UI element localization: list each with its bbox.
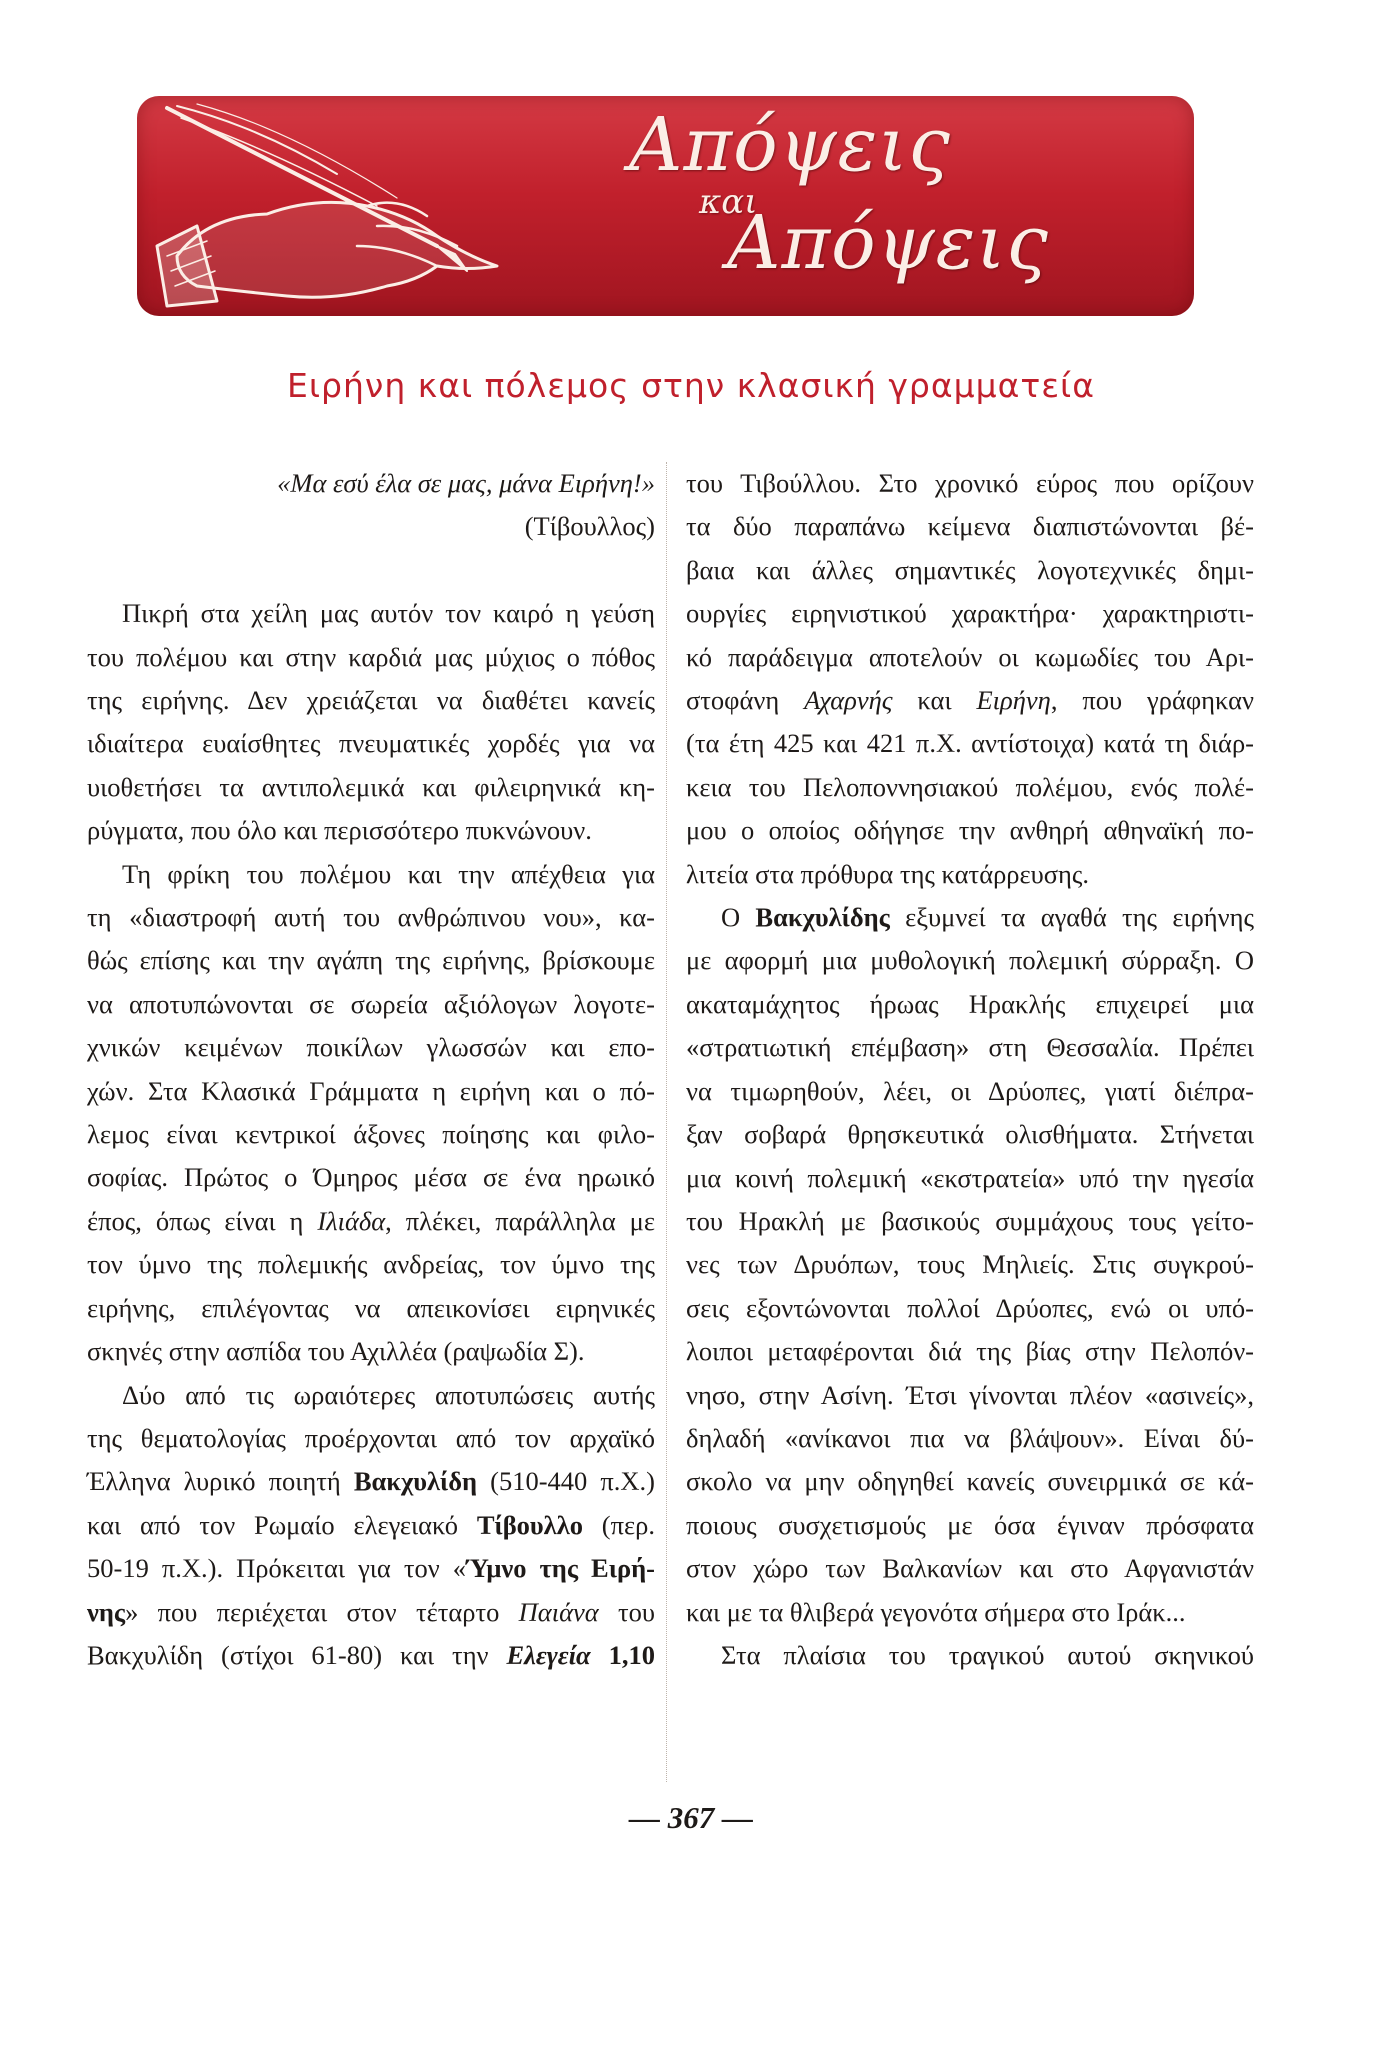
- text-line: Πικρή στα χείλη μας αυτόν τον καιρό η γεύση: [122, 598, 655, 629]
- text-line: του Ηρακλή με βασικούς συμμάχους τους γείτο-: [686, 1205, 1254, 1236]
- text-line: ιδιαίτερα ευαίσθητες πνευματικές χορδές για να: [87, 728, 655, 759]
- text-line: κό παράδειγμα αποτελούν οι κωμωδίες του Αρι-: [686, 641, 1254, 672]
- text-line: δηλαδή «ανίκανοι πια να βλάψουν». Είναι δύ-: [686, 1422, 1254, 1453]
- text-line: τη «διαστροφή αυτή του ανθρώπινου νου», κα-: [87, 902, 655, 933]
- text-line: με αφορμή μια μυθολογική πολεμική σύρραξη. Ο: [686, 945, 1254, 976]
- text-line: (τα έτη 425 και 421 π.Χ. αντίστοιχα) κατά τη διάρ-: [686, 728, 1254, 759]
- text-line: σεις εξοντώνονται πολλοί Δρύοπες, ενώ οι υπό-: [686, 1292, 1254, 1323]
- elegy-number: 1,10: [590, 1639, 656, 1670]
- section-banner: [137, 96, 1194, 316]
- text-run: Έλληνα λυρικό ποιητή: [87, 1466, 354, 1497]
- text-line: σκολο να μην οδηγηθεί κανείς συνειρμικά σε κά-: [686, 1466, 1254, 1497]
- epigraph: «Μα εσύ έλα σε μας, μάνα Ειρήνη!»: [277, 468, 655, 498]
- text-line: [87, 1504, 655, 1547]
- text-run: (περ.: [582, 1509, 655, 1540]
- text-line: μια κοινή πολεμική «εκστρατεία» υπό την ηγεσία: [686, 1162, 1254, 1193]
- text-line: ξαν σοβαρά θρησκευτικά ολισθήματα. Στήνεται: [686, 1119, 1254, 1150]
- text-line: ουργίες ειρηνιστικού χαρακτήρα· χαρακτηριστι-: [686, 598, 1254, 629]
- text-run: 50-19 π.Χ.). Πρόκειται για τον «: [87, 1553, 467, 1584]
- text-line: της ειρήνης. Δεν χρειάζεται να διαθέτει κανείς: [87, 685, 655, 716]
- banner-title-word-2: Απόψεις: [727, 200, 1049, 286]
- text-line: χών. Στα Κλασικά Γράμματα η ειρήνη και ο πό-: [87, 1075, 655, 1106]
- name-bacchylides: Βακχυλίδης: [755, 902, 890, 933]
- text-line: νες των Δρυόπων, τους Μηλιείς. Στις συγκρού-: [686, 1249, 1254, 1280]
- text-line: χνικών κειμένων ποικίλων γλωσσών και επο-: [87, 1032, 655, 1063]
- text-line: [87, 1591, 655, 1634]
- title-hymn-of-peace-end: νης: [87, 1596, 126, 1627]
- epigraph-spacer: [87, 549, 655, 592]
- title-acharnians: Αχαρνής: [804, 685, 893, 716]
- title-elegy: Ελεγεία: [506, 1639, 591, 1670]
- text-line: της θεματολογίας προέρχονται από τον αρχαϊκό: [87, 1422, 655, 1453]
- text-run: , πλέκει, παράλληλα με: [385, 1205, 655, 1236]
- text-line: του πολέμου και στην καρδιά μας μύχιος ο πόθος: [87, 641, 655, 672]
- text-line: να αποτυπώνονται σε σωρεία αξιόλογων λογοτε-: [87, 988, 655, 1019]
- text-run: του: [598, 1596, 655, 1627]
- text-run: εξυμνεί τα αγαθά της ειρήνης: [889, 902, 1254, 933]
- banner-title-connector: και: [699, 182, 758, 222]
- text-line: υιοθετήσει τα αντιπολεμικά και φιλειρηνικά κη-: [87, 771, 655, 802]
- text-line: μου ο οποίος οδήγησε την ανθηρή αθηναϊκή πο-: [686, 815, 1254, 846]
- text-line: [87, 1547, 655, 1590]
- epigraph-source: (Τίβουλλος): [524, 511, 655, 542]
- text-run: και: [892, 685, 977, 716]
- text-run: και από τον Ρωμαίο ελεγειακό: [87, 1509, 477, 1540]
- text-line: [686, 679, 1254, 722]
- text-line: ρύγματα, που όλο και περισσότερο πυκνώνουν.: [87, 815, 592, 846]
- text-line: και με τα θλιβερά γεγονότα σήμερα στο Ιράκ...: [686, 1596, 1186, 1627]
- text-line: λιτεία στα πρόθυρα της κατάρρευσης.: [686, 858, 1090, 889]
- text-run: στοφάνη: [686, 685, 805, 716]
- text-line: [87, 1460, 655, 1503]
- text-line: να τιμωρηθούν, λέει, οι Δρύοπες, γιατί διέπρα-: [686, 1075, 1254, 1106]
- text-line: βαια και άλλες σημαντικές λογοτεχνικές δημι-: [686, 554, 1254, 585]
- text-line: του Τιβούλλου. Στο χρονικό εύρος που ορίζουν: [686, 468, 1254, 498]
- title-hymn-of-peace: Ύμνο της Ειρή-: [466, 1553, 655, 1584]
- text-line: τον ύμνο της πολεμικής ανδρείας, τον ύμνο της: [87, 1249, 655, 1280]
- text-line: λοιποι μεταφέρονται διά της βίας στην Πελοπόν-: [686, 1336, 1254, 1367]
- text-line: τα δύο παραπάνω κείμενα διαπιστώνονται βέ-: [686, 511, 1254, 542]
- text-run: Ο: [721, 902, 756, 933]
- text-line: Τη φρίκη του πολέμου και την απέχθεια για: [122, 858, 655, 889]
- column-divider: [666, 462, 667, 1782]
- text-run: έπος, όπως είναι η: [87, 1205, 318, 1236]
- text-line: ποιους συσχετισμούς με όσα έγιναν πρόσφατα: [686, 1509, 1254, 1540]
- text-line: νησο, στην Ασίνη. Έτσι γίνονται πλέον «ασινείς»,: [686, 1379, 1254, 1410]
- hand-quill-illustration-icon: [137, 96, 657, 316]
- title-peace: Ειρήνη: [976, 685, 1051, 716]
- text-line: [87, 1200, 655, 1243]
- title-paean: Παιάνα: [518, 1596, 599, 1627]
- text-line: Στα πλαίσια του τραγικού αυτού σκηνικού: [721, 1639, 1254, 1670]
- text-line: [686, 896, 1254, 939]
- name-tibullus: Τίβουλλο: [476, 1509, 583, 1540]
- name-bacchylides: Βακχυλίδη: [353, 1466, 478, 1497]
- text-line: σοφίας. Πρώτος ο Όμηρος μέσα σε ένα ηρωικό: [87, 1162, 655, 1193]
- text-line: [87, 1634, 655, 1677]
- right-column: [686, 462, 1254, 1677]
- text-line: σκηνές στην ασπίδα του Αχιλλέα (ραψωδία Σ).: [87, 1336, 585, 1367]
- text-run: » που περιέχεται στον τέταρτο: [125, 1596, 519, 1627]
- banner-title-word-1: Απόψεις: [629, 102, 951, 188]
- text-run: , που γράφηκαν: [1050, 685, 1254, 716]
- article-heading: Ειρήνη και πόλεμος στην κλασική γραμματεία: [287, 366, 1095, 405]
- text-line: ειρήνης, επιλέγοντας να απεικονίσει ειρηνικές: [87, 1292, 655, 1323]
- text-line: Δύο από τις ωραιότερες αποτυπώσεις αυτής: [122, 1379, 655, 1410]
- text-line: «στρατιωτική επέμβαση» στη Θεσσαλία. Πρέπει: [686, 1032, 1254, 1063]
- text-line: ακαταμάχητος ήρωας Ηρακλής επιχειρεί μια: [686, 988, 1254, 1019]
- page-number: — 367 —: [629, 1800, 753, 1835]
- left-column: [87, 462, 655, 1677]
- text-line: κεια του Πελοποννησιακού πολέμου, ενός πολέ-: [686, 771, 1254, 802]
- text-run: (510-440 π.Χ.): [477, 1466, 655, 1497]
- text-line: θώς επίσης και την αγάπη της ειρήνης, βρίσκουμε: [87, 945, 655, 976]
- title-iliad: Ιλιάδα: [317, 1205, 386, 1236]
- text-run: Βακχυλίδη (στίχοι 61-80) και την: [87, 1639, 507, 1670]
- text-line: στον χώρο των Βαλκανίων και στο Αφγανιστάν: [686, 1553, 1254, 1584]
- text-line: λεμος είναι κεντρικοί άξονες ποίησης και φιλο-: [87, 1119, 655, 1150]
